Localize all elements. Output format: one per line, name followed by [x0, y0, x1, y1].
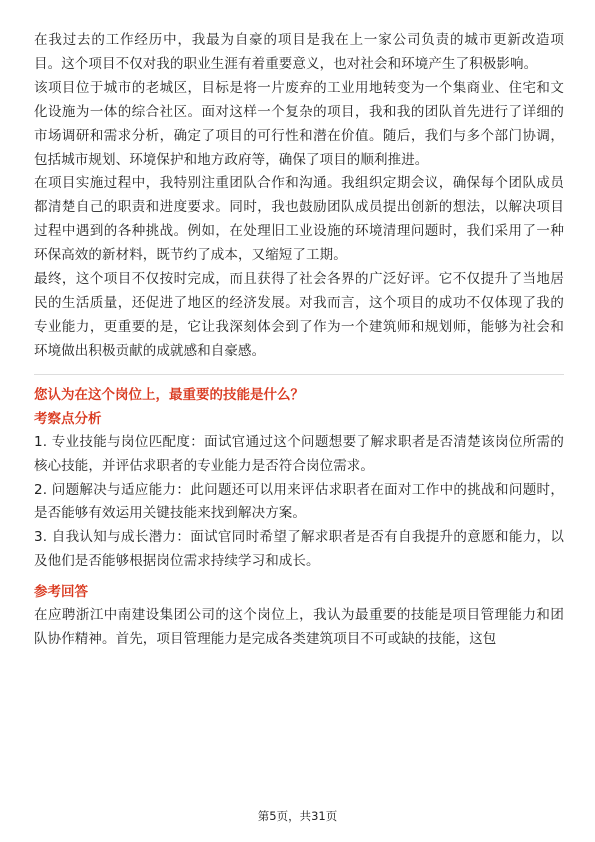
analysis-item-2: 2. 问题解决与适应能力：此问题还可以用来评估求职者在面对工作中的挑战和问题时，是否能够有效运用关键技能来找到解决方案。	[34, 481, 564, 522]
page-number: 第5页，共31页	[257, 809, 338, 823]
analysis-item-1: 1. 专业技能与岗位匹配度：面试官通过这个问题想要了解求职者是否清楚该岗位所需的核心技能，并评估求职者的专业能力是否符合岗位需求。	[34, 433, 564, 474]
story-paragraph-3: 在项目实施过程中，我特别注重团队合作和沟通。我组织定期会议，确保每个团队成员都清楚自己的职责和进度要求。同时，我也鼓励团队成员提出创新的想法，以解决项目过程中遇到的各种挑战。例如，在处理旧工业设施的环境清理问题时，我们采用了一种环保高效的新材料，既节约了成本，又缩短了工期。	[34, 175, 564, 264]
analysis-item-3: 3. 自我认知与成长潜力：面试官同时希望了解求职者是否有自我提升的意愿和能力，以及他们是否能够根据岗位需求持续学习和成长。	[34, 529, 564, 570]
section-divider	[34, 374, 564, 375]
answer-title: 参考回答	[34, 584, 88, 601]
interview-question: 您认为在这个岗位上，最重要的技能是什么？	[34, 386, 304, 403]
story-paragraph-4: 最终，这个项目不仅按时完成，而且获得了社会各界的广泛好评。它不仅提升了当地居民的生活质量，还促进了地区的经济发展。对我而言，这个项目的成功不仅体现了我的专业能力，更重要的是，它让我深刻体会到了作为一个建筑师和规划师，能够为社会和环境做出积极贡献的成就感和自豪感。	[34, 271, 564, 359]
story-paragraph-1: 在我过去的工作经历中，我最为自豪的项目是我在上一家公司负责的城市更新改造项目。这个项目不仅对我的职业生涯有着重要意义，也对社会和环境产生了积极影响。	[34, 32, 564, 72]
story-paragraph-2: 该项目位于城市的老城区，目标是将一片废弃的工业用地转变为一个集商业、住宅和文化设施为一体的综合社区。面对这样一个复杂的项目，我和我的团队首先进行了详细的市场调研和需求分析，确定了项目的可行性和潜在价值。随后，我们与多个部门协调，包括城市规划、环境保护和地方政府等，确保了项目的顺利推进。	[34, 79, 564, 168]
document-body	[34, 29, 564, 652]
answer-text: 在应聘浙江中南建设集团公司的这个岗位上，我认为最重要的技能是项目管理能力和团队协作精神。首先，项目管理能力是完成各类建筑项目不可或缺的技能，这包	[34, 607, 564, 648]
analysis-title: 考察点分析	[34, 410, 102, 427]
